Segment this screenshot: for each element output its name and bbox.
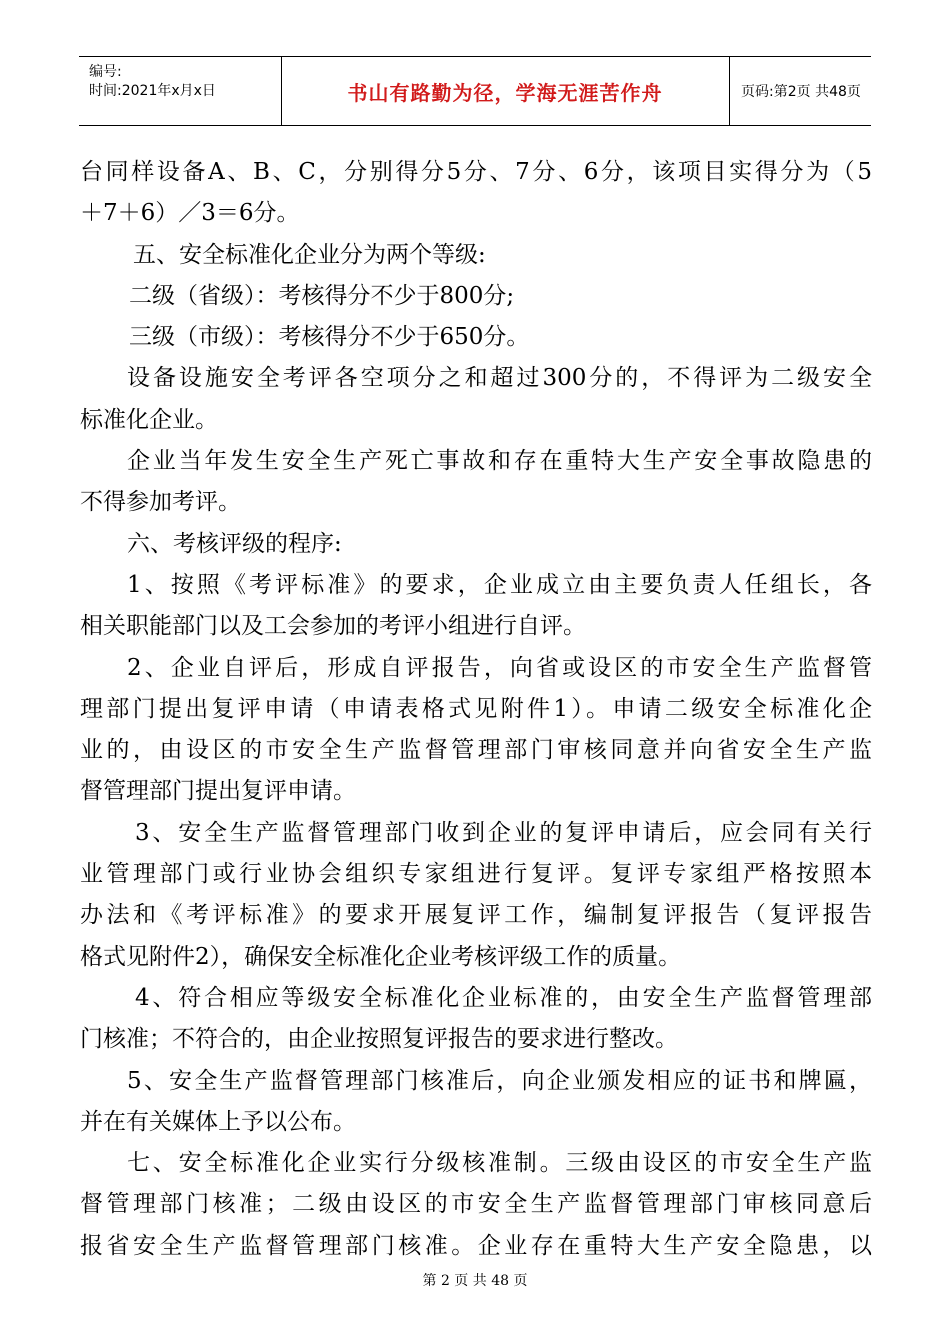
document-body xyxy=(80,152,872,1267)
text-line: 标准化企业。 xyxy=(80,406,218,433)
text-line: 企业当年发生安全生产死亡事故和存在重特大生产安全事故隐患的 xyxy=(127,448,872,475)
text-line: 业的，由设区的市安全生产监督管理部门审核同意并向省安全生产监 xyxy=(80,737,872,764)
text-line: 办法和《考评标准》的要求开展复评工作，编制复评报告（复评报告 xyxy=(80,902,872,929)
text-line: 2、企业自评后，形成自评报告，向省或设区的市安全生产监督管 xyxy=(127,654,872,681)
text-line: 相关职能部门以及工会参加的考评小组进行自评。 xyxy=(80,613,586,640)
text-line: 3、安全生产监督管理部门收到企业的复评申请后，应会同有关行 xyxy=(135,819,872,846)
text-line: 二级（省级）：考核得分不少于800分; xyxy=(129,282,515,309)
text-line: 门核准；不符合的，由企业按照复评报告的要求进行整改。 xyxy=(80,1026,678,1053)
text-line: 督管理部门提出复评申请。 xyxy=(80,778,356,805)
text-line: ＋7＋6）／3＝6分。 xyxy=(80,200,300,227)
header-meta xyxy=(79,57,282,125)
text-line: 报省安全生产监督管理部门核准。企业存在重特大生产安全隐患，以 xyxy=(80,1232,872,1259)
page-header xyxy=(79,56,871,126)
text-line: 1、按照《考评标准》的要求，企业成立由主要负责人任组长，各 xyxy=(127,571,872,598)
section-heading: 五、安全标准化企业分为两个等级: xyxy=(133,241,486,268)
text-line: 5、安全生产监督管理部门核准后，向企业颁发相应的证书和牌匾， xyxy=(127,1067,872,1094)
text-line: 设备设施安全考评各空项分之和超过300分的，不得评为二级安全 xyxy=(127,365,872,392)
text-line: 督管理部门核准；二级由设区的市安全生产监督管理部门审核同意后 xyxy=(80,1191,872,1218)
text-line: 理部门提出复评申请（申请表格式见附件1）。申请二级安全标准化企 xyxy=(80,695,872,722)
document-number-label: 编号: xyxy=(89,64,122,80)
page-footer: 第 2 页 共 48 页 xyxy=(422,1273,528,1289)
text-line: 业管理部门或行业协会组织专家组进行复评。复评专家组严格按照本 xyxy=(80,861,872,888)
header-motto: 书山有路勤为径，学海无涯苦作舟 xyxy=(281,57,730,125)
section-heading: 七、安全标准化企业实行分级核准制。三级由设区的市安全生产监 xyxy=(127,1150,872,1177)
section-heading: 六、考核评级的程序: xyxy=(127,530,342,557)
header-page-info: 页码:第2页 共48页 xyxy=(741,84,861,100)
text-line: 4、符合相应等级安全标准化企业标准的，由安全生产监督管理部 xyxy=(135,984,872,1011)
text-line: 台同样设备A、B、C，分别得分5分、7分、6分，该项目实得分为（5 xyxy=(80,159,872,185)
text-line: 格式见附件2），确保安全标准化企业考核评级工作的质量。 xyxy=(80,943,682,970)
text-line: 三级（市级）：考核得分不少于650分。 xyxy=(129,324,530,351)
document-time-label: 时间:2021年x月x日 xyxy=(89,83,216,99)
text-line: 不得参加考评。 xyxy=(80,489,241,516)
text-line: 并在有关媒体上予以公布。 xyxy=(80,1108,356,1135)
